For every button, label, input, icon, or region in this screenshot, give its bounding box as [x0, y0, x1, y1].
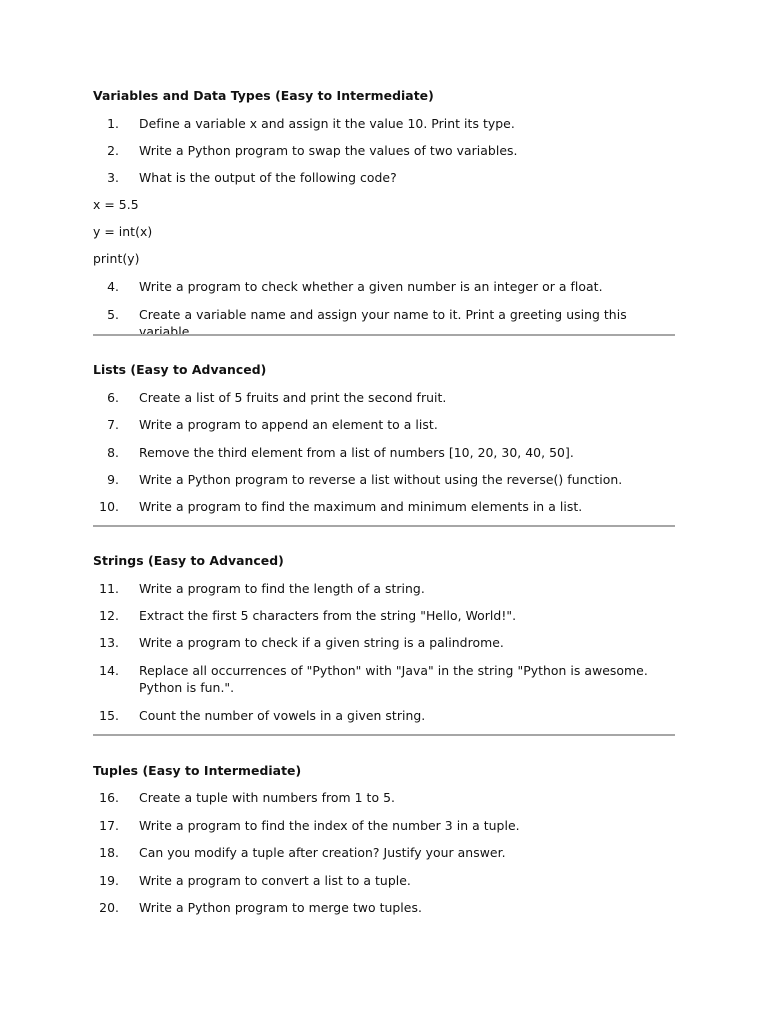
section-divider	[93, 525, 675, 527]
section-heading: Tuples (Easy to Intermediate)	[93, 763, 302, 778]
item-number: 15.	[99, 708, 119, 723]
section-heading: Strings (Easy to Advanced)	[93, 553, 284, 568]
item-number: 20.	[99, 900, 119, 915]
item-text: Write a program to append an element to a list.	[139, 417, 438, 432]
item-text: Count the number of vowels in a given string.	[139, 708, 426, 723]
item-number: 18.	[99, 845, 119, 860]
item-number: 16.	[99, 790, 119, 805]
item-text: Write a program to check whether a given number is an integer or a float.	[139, 279, 603, 294]
section-divider	[93, 734, 675, 736]
section-heading: Variables and Data Types (Easy to Intermediate)	[93, 88, 434, 103]
item-text: Replace all occurrences of "Python" with "Java" in the string "Python is awesome. Python is fun.".	[139, 663, 648, 695]
item-text: Write a Python program to merge two tuples.	[139, 900, 422, 915]
item-number: 1.	[107, 116, 119, 131]
item-text: Write a program to find the maximum and minimum elements in a list.	[139, 499, 583, 514]
item-text: Write a program to check if a given string is a palindrome.	[139, 635, 504, 650]
item-number: 12.	[99, 608, 119, 623]
item-number: 8.	[107, 445, 119, 460]
item-text: Write a program to convert a list to a tuple.	[139, 873, 411, 888]
item-number: 9.	[107, 472, 119, 487]
item-text: Write a program to find the length of a string.	[139, 581, 425, 596]
item-number: 2.	[107, 143, 119, 158]
item-number: 3.	[107, 170, 119, 185]
item-number: 11.	[99, 581, 119, 596]
item-text: Can you modify a tuple after creation? Justify your answer.	[139, 845, 506, 860]
item-number: 6.	[107, 390, 119, 405]
item-text: Remove the third element from a list of numbers [10, 20, 30, 40, 50].	[139, 445, 574, 460]
code-line: print(y)	[93, 251, 140, 266]
item-number: 5.	[107, 307, 119, 322]
item-text: Write a Python program to swap the values of two variables.	[139, 143, 518, 158]
item-number: 4.	[107, 279, 119, 294]
item-number: 14.	[99, 663, 119, 678]
item-number: 7.	[107, 417, 119, 432]
code-line: x = 5.5	[93, 197, 139, 212]
item-text: Create a tuple with numbers from 1 to 5.	[139, 790, 395, 805]
item-text: Create a variable name and assign your name to it. Print a greeting using this variable.	[139, 307, 627, 339]
item-text: Write a program to find the index of the number 3 in a tuple.	[139, 818, 520, 833]
item-number: 19.	[99, 873, 119, 888]
code-line: y = int(x)	[93, 224, 153, 239]
item-text: Write a Python program to reverse a list without using the reverse() function.	[139, 472, 623, 487]
item-number: 17.	[99, 818, 119, 833]
item-text: What is the output of the following code?	[139, 170, 397, 185]
section-divider	[93, 334, 675, 336]
section-heading: Lists (Easy to Advanced)	[93, 362, 267, 377]
item-text: Extract the first 5 characters from the string "Hello, World!".	[139, 608, 517, 623]
item-text: Create a list of 5 fruits and print the second fruit.	[139, 390, 447, 405]
item-number: 10.	[99, 499, 119, 514]
item-number: 13.	[99, 635, 119, 650]
item-text: Define a variable x and assign it the value 10. Print its type.	[139, 116, 515, 131]
